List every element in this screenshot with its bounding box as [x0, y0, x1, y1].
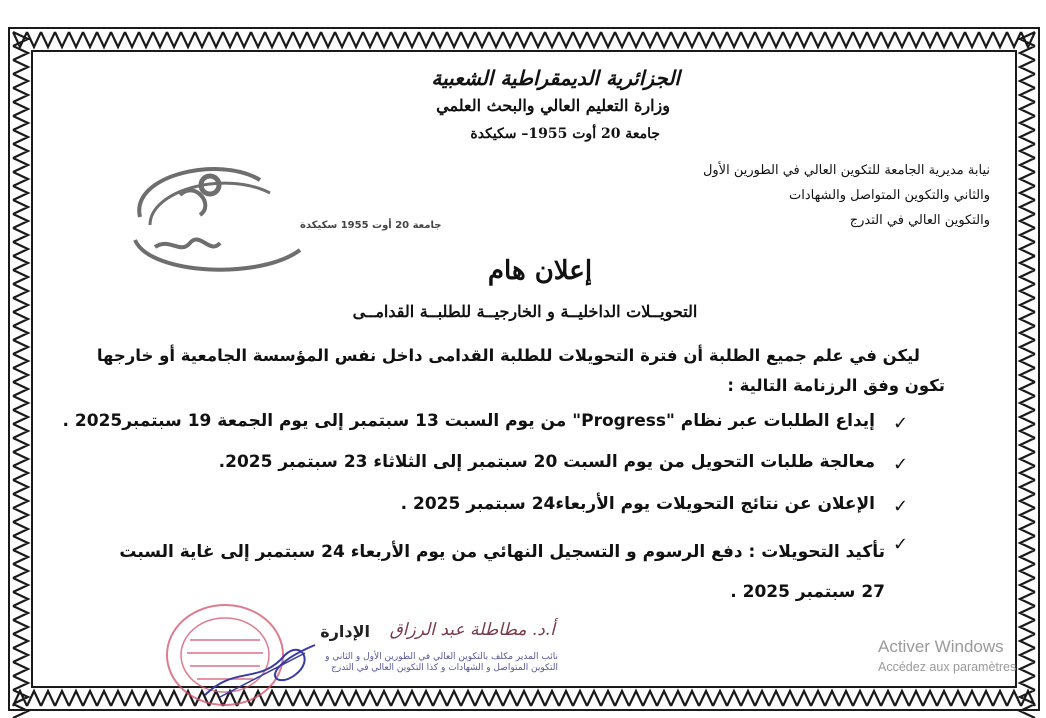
- intro-line: تكون وفق الرزنامة التالية :: [727, 376, 945, 395]
- signatory-name: أ.د. مطاطلة عبد الرزاق: [389, 620, 555, 640]
- check-icon: ✓: [893, 454, 909, 475]
- schedule-item: معالجة طلبات التحويل من يوم السبت 20 سبتمبر إلى الثلاثاء 23 سبتمبر 2025.: [218, 452, 875, 472]
- official-stamp: [165, 585, 325, 705]
- schedule-item: الإعلان عن نتائج التحويلات يوم الأربعاء24 سبتمبر 2025 .: [400, 494, 875, 514]
- schedule-item: إيداع الطلبات عبر نظام "Progress" من يوم السبت 13 سبتمبر إلى يوم الجمعة 19 سبتمبر2025 .: [62, 411, 875, 431]
- intro-line: ليكن في علم جميع الطلبة أن فترة التحويلات للطلبة القدامى داخل نفس المؤسسة الجامعية أو خارجها: [96, 346, 920, 365]
- department-line: والثاني والتكوين المتواصل والشهادات: [788, 188, 990, 203]
- watermark-subtitle: Accédez aux paramètres: [878, 660, 1017, 674]
- announcement-title: إعلان هام: [487, 256, 593, 286]
- department-line: نيابة مديرية الجامعة للتكوين العالي في الطورين الأول: [702, 163, 990, 178]
- seal-text: نائب المدير مكلف بالتكوين العالي في الطورين الأول و الثاني و التكوين المتواصل و الشهادات و كذا التكوين العالي في التدرج: [325, 652, 558, 673]
- department-line: والتكوين العالي في التدرج: [849, 213, 990, 228]
- check-icon: ✓: [893, 496, 909, 517]
- university-logo: [110, 155, 442, 280]
- schedule-item: تأكيد التحويلات : دفع الرسوم و التسجيل النهائي من يوم الأربعاء 24 سبتمبر إلى غاية السبت 27 سبتمبر 2025 .: [119, 542, 885, 602]
- university-name: جامعة 20 أوت 1955– سكيكدة: [470, 126, 660, 142]
- ministry-name: وزارة التعليم العالي والبحث العلمي: [436, 96, 670, 115]
- watermark-title: Activer Windows: [878, 637, 1004, 656]
- announcement-subtitle: التحويــلات الداخليــة و الخارجيــة للطلبــة القدامــى: [352, 302, 698, 321]
- logo-caption: جامعة 20 أوت 1955 سكيكدة: [300, 220, 442, 231]
- windows-activation-watermark: [878, 637, 1016, 674]
- check-icon: ✓: [893, 413, 909, 434]
- country-name: الجزائرية الديمقراطية الشعبية: [431, 66, 680, 90]
- check-icon: ✓: [893, 534, 909, 555]
- administration-label: الإدارة: [320, 622, 370, 641]
- department-block: [690, 158, 990, 233]
